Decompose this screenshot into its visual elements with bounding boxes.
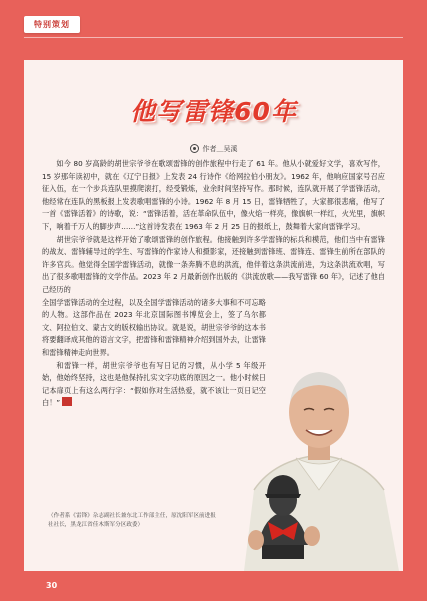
- seal-stamp-icon: [62, 397, 72, 406]
- paragraph-4: [42, 360, 266, 410]
- article-title: 他写雷锋60年: [130, 97, 297, 126]
- author-photo: [234, 340, 403, 571]
- article-card: [24, 60, 403, 571]
- paragraph-2: 胡世宗爷爷就是这样开始了歌颂雷锋的创作旅程。他接触到许多学雷锋的标兵和模范，他们当中有雷锋的战友、雷锋辅导过的学生、写雷锋的作家诗人和摄影家，还接触到雷锋班、雷锋连、雷锋生前所在部队的许多官兵。他觉得全国学雷锋活动，就像一条奔腾不息的洪流，他伴着这条洪流前进，为这条洪流欢唱，写出了很多歌唱雷锋的文学作品。2023 年 2 月最新创作出版的《洪流放歌——我写雷锋 60 年》，记述了他自己经历的: [42, 234, 385, 294]
- header-rule: [24, 37, 403, 38]
- section-tag: 特别策划: [24, 16, 80, 33]
- paragraph-3: 全国学雷锋活动的全过程，以及全国学雷锋活动的诸多大事和不可忘略的人物。这部作品在 2023 年北京国际图书博览会上，签了乌尔都文、阿拉伯文、蒙古文的版权输出协议。就是说，胡世宗爷爷的这本书将要翻译成其他的语言文字，把雷锋和雷锋精神介绍到国外去，让雷锋和雷锋精神走向世界。: [42, 297, 266, 357]
- paragraph-4-text: 和雷锋一样，胡世宗爷爷也有写日记的习惯，从小学 5 年级开始，他始终坚持，这也是他保持扎实文字功底的原因之一。他小时候日记本扉页上有这么两行字：“假如你对生活热爱，就不该让一页日记空白！”: [42, 360, 266, 408]
- author-line: [24, 144, 403, 154]
- page-number: 30: [46, 581, 58, 590]
- author-name: 作者＿吴溪: [202, 145, 238, 153]
- paragraph-1: 如今 80 岁高龄的胡世宗爷爷在歌颂雷锋的创作旅程中行走了 61 年。他从小就爱好文学，喜欢写作，15 岁那年读初中，就在《辽宁日报》上发表 24 行诗作《给网拉伯小朋友》。1962 年，他响应国家号召应征入伍，在一个步兵连队里摸爬滚打，经受锻炼，业余时间坚持写作。那时候，连队就开展了学雷锋活动，他经常在连队的黑板报上发表歌唱雷锋的小诗。1962 年 8 月 15 日，雷锋牺牲了，大家都很悲痛，他写了一首《雷锋活着》的诗歌，说：“雷锋活着，活在革命队伍中，像火焰一样亮，像旗帜一样红，火光里，旗帜下，响着千万人的脚步声……”这首诗发表在 1963 年 2 月 25 日的报纸上，鼓舞着大家向雷锋学习。: [42, 159, 385, 231]
- author-icon: [190, 144, 199, 153]
- author-note: （作者系《雷锋》杂志副社长兼东北工作部主任，原沈阳军区前进报社社长，黑龙江省佳木斯军分区政委）: [48, 513, 216, 528]
